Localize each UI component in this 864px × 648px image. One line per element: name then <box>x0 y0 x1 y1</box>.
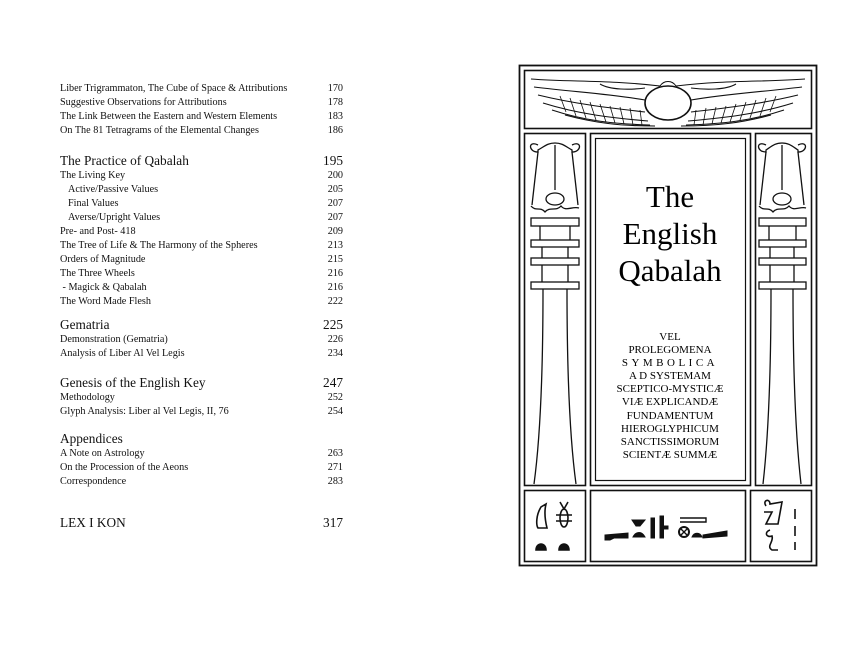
cover-title-line: English <box>622 216 718 251</box>
toc-entry-title: Glyph Analysis: Liber al Vel Legis, II, 76 <box>60 406 229 417</box>
toc-entry-page: 186 <box>327 125 343 136</box>
toc-entry-page: 216 <box>327 268 343 279</box>
toc-entry-title: Analysis of Liber Al Vel Legis <box>60 348 185 359</box>
subtitle-line: VEL <box>659 331 681 343</box>
toc-section-title: Genesis of the English Key <box>60 375 206 390</box>
toc-entry-title: Methodology <box>60 392 115 403</box>
toc-entry-title: Averse/Upright Values <box>68 212 161 223</box>
toc-section-page: 247 <box>323 375 343 390</box>
toc-entry-page: 283 <box>327 476 343 487</box>
subtitle-line: FUNDAMENTUM <box>626 409 714 422</box>
toc-section-title: Gematria <box>60 317 110 332</box>
papyrus-column-icon <box>531 143 580 484</box>
papyrus-column-icon <box>759 143 807 484</box>
toc-entry-title: Active/Passive Values <box>68 184 159 195</box>
subtitle-line: VIÆ EXPLICANDÆ <box>621 396 719 409</box>
subtitle-line: PROLEGOMENA <box>628 344 712 357</box>
toc-entry-page: 271 <box>327 462 343 473</box>
toc-entry-page: 222 <box>327 296 343 307</box>
toc-entry-title: Final Values <box>68 198 119 209</box>
toc-entry-page: 207 <box>327 212 343 223</box>
subtitle-line: A D SYSTEMAM <box>629 370 711 383</box>
toc-entry-page: 178 <box>327 97 343 108</box>
subtitle-line: SCEPTICO-MYSTICÆ <box>616 383 724 396</box>
toc-entry-title: The Link Between the Eastern and Western Elements <box>60 111 278 122</box>
toc-entry-page: 205 <box>327 184 343 195</box>
cover-subtitle <box>590 331 750 462</box>
hieroglyph-panel-icon <box>605 516 727 540</box>
toc-entry-page: 254 <box>327 406 343 417</box>
toc-section-title: The Practice of Qabalah <box>60 153 189 168</box>
toc-entry-page: 216 <box>327 282 343 293</box>
toc-entry-title: Orders of Magnitude <box>60 254 146 265</box>
toc-section-title: Appendices <box>60 431 123 446</box>
toc-entry-page: 215 <box>327 254 343 265</box>
cover-title-line: The <box>645 179 695 214</box>
hieroglyph-panel-icon <box>536 502 572 550</box>
hieroglyph-panel-icon <box>764 500 795 550</box>
toc-entry-page: 213 <box>327 240 343 251</box>
toc-entry-page: 207 <box>327 198 343 209</box>
toc-entry-title: Correspondence <box>60 476 127 487</box>
subtitle-line: SANCTISSIMORUM <box>620 435 720 448</box>
toc-entry-page: 252 <box>327 392 343 403</box>
subtitle-line: SYMBOLICA <box>621 357 719 370</box>
toc-entry-page: 200 <box>327 170 343 181</box>
toc-entry-title: The Tree of Life & The Harmony of the Spheres <box>60 240 258 251</box>
toc-entry-page: 226 <box>327 334 343 345</box>
toc-entry-page: 234 <box>327 348 343 359</box>
toc-entry-page: 170 <box>327 83 343 94</box>
toc-section-page: 317 <box>323 515 343 530</box>
toc-entry-title: Pre- and Post- 418 <box>60 226 136 237</box>
toc-entry-title: The Word Made Flesh <box>60 296 151 307</box>
toc-entry-title: Demonstration (Gematria) <box>60 334 168 345</box>
toc-section-page: 225 <box>323 317 343 332</box>
toc-section-page: 195 <box>323 153 343 168</box>
toc-entry-title: A Note on Astrology <box>60 448 145 459</box>
toc-entry-title: On The 81 Tetragrams of the Elemental Changes <box>60 125 259 136</box>
toc-section-title: LEX I KON <box>60 515 126 530</box>
cover-title-line: Qabalah <box>618 253 722 288</box>
toc-entry-title: The Three Wheels <box>60 268 135 279</box>
toc-entry-page: 263 <box>327 448 343 459</box>
subtitle-line: HIEROGLYPHICUM <box>621 422 719 435</box>
toc-entry-title: The Living Key <box>60 170 126 181</box>
toc-entry-title: Liber Trigrammaton, The Cube of Space & Attributions <box>60 83 288 94</box>
toc-entry-title: On the Procession of the Aeons <box>60 462 189 473</box>
toc-entry-page: 183 <box>327 111 343 122</box>
toc-entry-title: - Magick & Qabalah <box>60 282 147 293</box>
winged-sun-icon <box>531 79 805 126</box>
subtitle-line: SCIENTÆ SUMMÆ <box>622 448 718 461</box>
toc-entry-title: Suggestive Observations for Attributions <box>60 97 227 108</box>
cover-title <box>590 178 750 289</box>
toc-entry-page: 209 <box>327 226 343 237</box>
